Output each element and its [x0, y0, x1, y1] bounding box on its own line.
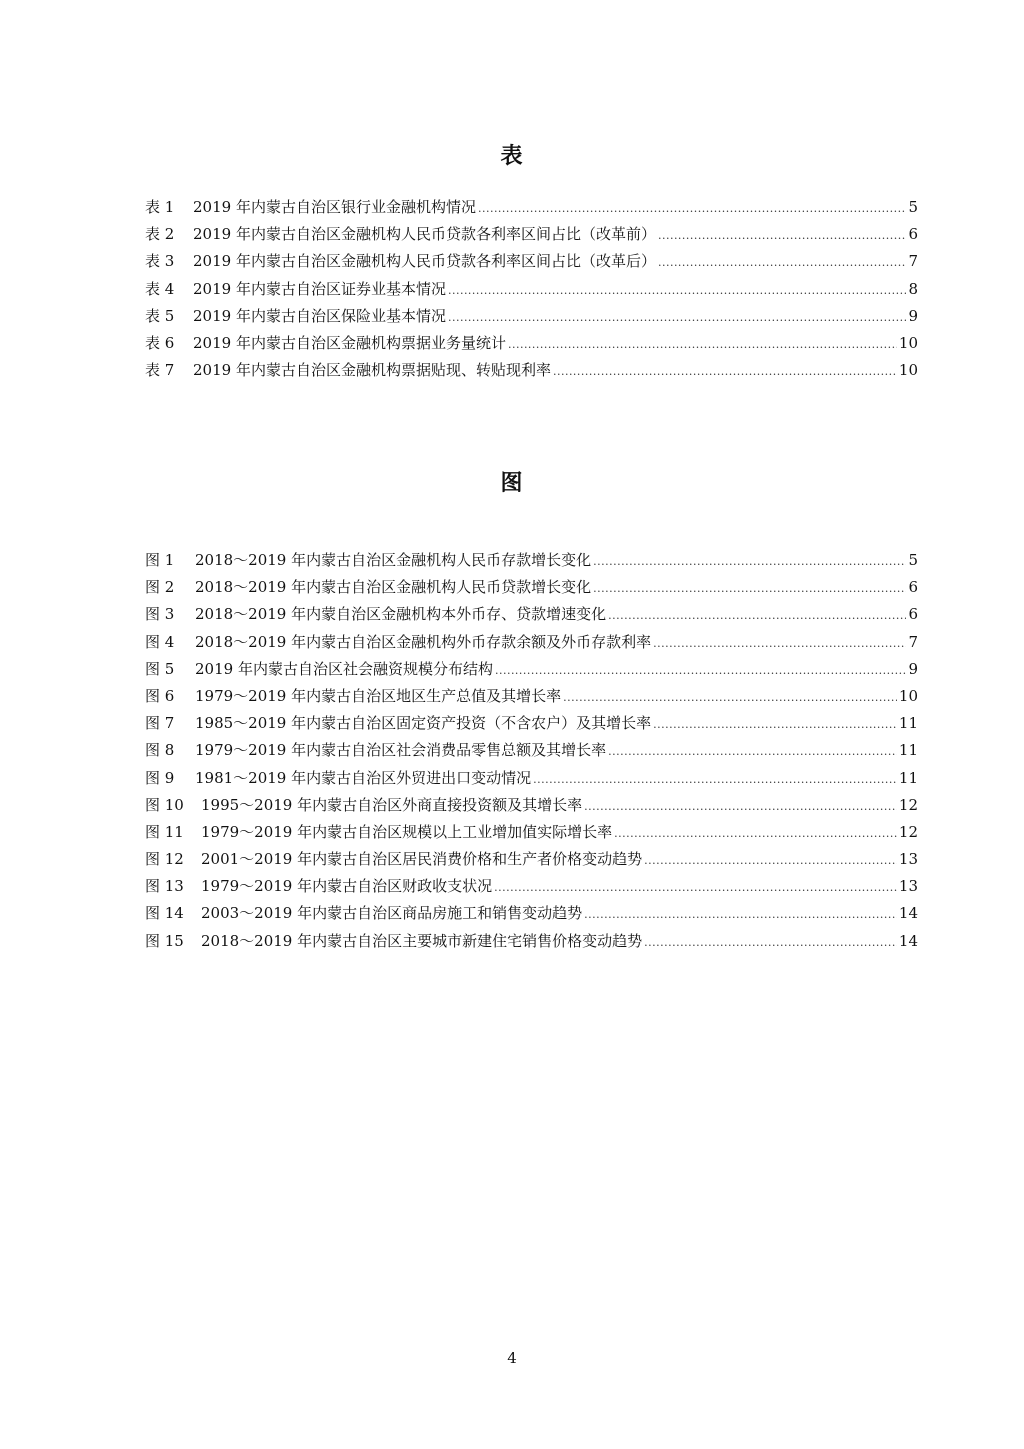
toc-entry-page: 7	[908, 632, 918, 651]
toc-entry-figure-1[interactable]	[145, 549, 918, 576]
toc-entry-label: 图 3	[145, 605, 175, 624]
page-number: 4	[507, 1349, 517, 1367]
toc-dot-leader	[584, 904, 897, 926]
toc-entry-page: 7	[908, 252, 918, 271]
toc-entry-page: 5	[908, 551, 918, 569]
toc-entry-title: 2018～2019 年内蒙古自治区金融机构人民币贷款增长变化	[195, 578, 592, 597]
toc-entry-title: 2018～2019 年内蒙古自治区金融机构人民币存款增长变化	[195, 551, 592, 569]
toc-entry-figure-15[interactable]	[145, 930, 918, 957]
toc-entry-title: 2003～2019 年内蒙古自治区商品房施工和销售变动趋势	[201, 904, 583, 923]
toc-entry-title: 1979～2019 年内蒙古自治区地区生产总值及其增长率	[195, 686, 562, 705]
figures-section-heading: 图	[500, 470, 524, 496]
toc-entry-page: 8	[908, 279, 918, 298]
toc-entry-label: 图 4	[145, 632, 175, 651]
toc-dot-leader	[644, 932, 897, 954]
toc-entry-page: 14	[898, 931, 918, 950]
toc-dot-leader	[653, 714, 897, 736]
toc-entry-page: 6	[908, 605, 918, 624]
toc-entry-table-6[interactable]	[145, 332, 918, 359]
toc-entry-page: 9	[908, 306, 918, 325]
toc-entry-figure-13[interactable]	[145, 875, 918, 902]
toc-entry-title: 1981～2019 年内蒙古自治区外贸进出口变动情况	[195, 768, 532, 787]
toc-entry-figure-10[interactable]	[145, 794, 918, 821]
toc-entry-figure-6[interactable]	[145, 685, 918, 712]
toc-entry-label: 图 13	[145, 877, 184, 896]
toc-entry-page: 13	[898, 850, 918, 869]
toc-entry-title: 2019 年内蒙古自治区证券业基本情况	[193, 279, 446, 298]
toc-dot-leader	[478, 198, 906, 220]
toc-entry-title: 2001～2019 年内蒙古自治区居民消费价格和生产者价格变动趋势	[201, 850, 643, 869]
toc-entry-label: 图 15	[145, 931, 184, 950]
toc-dot-leader	[495, 660, 906, 682]
toc-entry-page: 9	[908, 659, 918, 678]
toc-entry-table-7[interactable]	[145, 359, 918, 386]
toc-entry-label: 表 7	[145, 361, 175, 380]
toc-entry-title: 2018～2019 年内蒙自治区金融机构本外币存、贷款增速变化	[195, 605, 607, 624]
toc-entry-page: 5	[908, 198, 918, 216]
toc-entry-label: 图 14	[145, 904, 184, 923]
tables-toc-list	[145, 196, 918, 386]
toc-entry-figure-5[interactable]	[145, 658, 918, 685]
toc-entry-label: 图 7	[145, 714, 175, 733]
toc-entry-figure-4[interactable]	[145, 631, 918, 658]
toc-entry-figure-14[interactable]	[145, 902, 918, 929]
toc-entry-title: 2019 年内蒙古自治区社会融资规模分布结构	[195, 659, 493, 678]
toc-entry-label: 图 1	[145, 551, 175, 569]
toc-entry-title: 2019 年内蒙古自治区保险业基本情况	[193, 306, 446, 325]
toc-entry-page: 12	[898, 795, 918, 814]
toc-entry-title: 2019 年内蒙古自治区金融机构票据业务量统计	[193, 333, 506, 352]
toc-entry-label: 图 9	[145, 768, 175, 787]
toc-entry-label: 图 6	[145, 686, 175, 705]
toc-entry-page: 14	[898, 904, 918, 923]
toc-entry-label: 图 10	[145, 795, 184, 814]
toc-entry-figure-11[interactable]	[145, 821, 918, 848]
toc-entry-table-3[interactable]	[145, 250, 918, 277]
toc-entry-label: 图 12	[145, 850, 184, 869]
toc-dot-leader	[448, 307, 906, 329]
toc-entry-label: 图 2	[145, 578, 175, 597]
toc-entry-table-1[interactable]	[145, 196, 918, 223]
toc-entry-title: 2019 年内蒙古自治区金融机构人民币贷款各利率区间占比（改革后）	[193, 252, 656, 271]
toc-entry-label: 表 6	[145, 333, 175, 352]
toc-entry-table-5[interactable]	[145, 305, 918, 332]
toc-entry-table-2[interactable]	[145, 223, 918, 250]
toc-dot-leader	[448, 280, 906, 302]
toc-dot-leader	[553, 361, 897, 383]
toc-dot-leader	[658, 225, 906, 247]
toc-entry-title: 1985～2019 年内蒙古自治区固定资产投资（不含农户）及其增长率	[195, 714, 652, 733]
toc-entry-label: 图 5	[145, 659, 175, 678]
tables-section-heading: 表	[500, 143, 524, 169]
toc-entry-title: 1995～2019 年内蒙古自治区外商直接投资额及其增长率	[201, 795, 583, 814]
toc-dot-leader	[658, 252, 906, 274]
toc-dot-leader	[608, 741, 897, 763]
figures-toc-list	[145, 549, 918, 957]
toc-entry-figure-7[interactable]	[145, 712, 918, 739]
toc-dot-leader	[494, 877, 897, 899]
toc-dot-leader	[608, 605, 906, 627]
toc-entry-title: 1979～2019 年内蒙古自治区规模以上工业增加值实际增长率	[201, 822, 613, 841]
toc-dot-leader	[593, 551, 906, 573]
toc-entry-figure-8[interactable]	[145, 739, 918, 766]
toc-entry-figure-9[interactable]	[145, 767, 918, 794]
toc-entry-figure-12[interactable]	[145, 848, 918, 875]
toc-entry-label: 图 8	[145, 741, 175, 760]
toc-dot-leader	[644, 850, 897, 872]
toc-dot-leader	[614, 823, 897, 845]
toc-entry-title: 1979～2019 年内蒙古自治区财政收支状况	[201, 877, 493, 896]
toc-entry-page: 10	[898, 361, 918, 380]
toc-entry-page: 10	[898, 686, 918, 705]
toc-entry-page: 11	[898, 768, 918, 787]
toc-entry-label: 图 11	[145, 822, 184, 841]
toc-entry-table-4[interactable]	[145, 278, 918, 305]
toc-entry-page: 11	[898, 741, 918, 760]
toc-entry-title: 1979～2019 年内蒙古自治区社会消费品零售总额及其增长率	[195, 741, 607, 760]
toc-entry-title: 2018～2019 年内蒙古自治区金融机构外币存款余额及外币存款利率	[195, 632, 652, 651]
toc-entry-title: 2018～2019 年内蒙古自治区主要城市新建住宅销售价格变动趋势	[201, 931, 643, 950]
toc-dot-leader	[653, 633, 906, 655]
toc-entry-figure-3[interactable]	[145, 603, 918, 630]
toc-dot-leader	[533, 769, 897, 791]
toc-entry-page: 11	[898, 714, 918, 733]
toc-entry-title: 2019 年内蒙古自治区银行业金融机构情况	[193, 198, 476, 216]
toc-entry-label: 表 2	[145, 225, 175, 244]
toc-entry-label: 表 1	[145, 198, 175, 216]
toc-entry-page: 6	[908, 578, 918, 597]
toc-entry-figure-2[interactable]	[145, 576, 918, 603]
toc-entry-title: 2019 年内蒙古自治区金融机构票据贴现、转贴现利率	[193, 361, 551, 380]
toc-entry-page: 12	[898, 822, 918, 841]
toc-entry-label: 表 5	[145, 306, 175, 325]
toc-dot-leader	[593, 578, 906, 600]
toc-entry-page: 6	[908, 225, 918, 244]
toc-entry-page: 10	[898, 333, 918, 352]
toc-dot-leader	[584, 796, 897, 818]
toc-entry-label: 表 4	[145, 279, 175, 298]
toc-entry-label: 表 3	[145, 252, 175, 271]
toc-dot-leader	[563, 687, 897, 709]
toc-entry-title: 2019 年内蒙古自治区金融机构人民币贷款各利率区间占比（改革前）	[193, 225, 656, 244]
toc-dot-leader	[508, 334, 897, 356]
toc-entry-page: 13	[898, 877, 918, 896]
